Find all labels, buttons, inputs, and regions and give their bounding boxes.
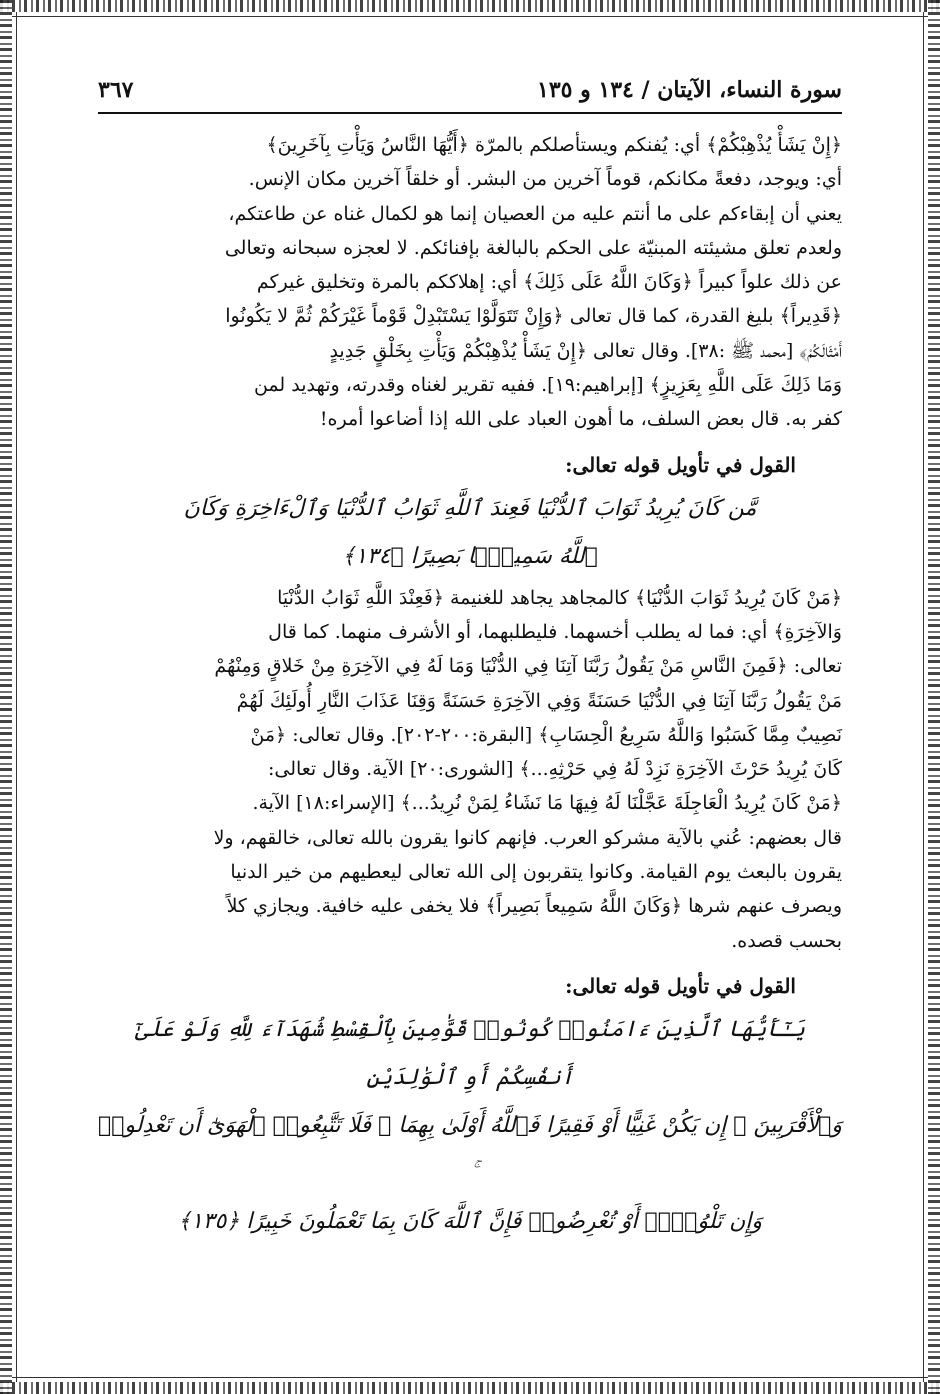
page-number: ٣٦٧ — [98, 77, 134, 103]
text-line: كَانَ يُرِيدُ حَرْثَ الآخِرَةِ نَزِدْ لَهُ فِي حَرْثِهِ...﴾ [الشورى:٢٠] الآية. وقال تعالى: — [267, 758, 842, 781]
text-line: أي: ويوجد، دفعةً مكانكم، قوماً آخرين من البشر. أو خلقاً آخرين مكان الإنس. — [248, 168, 842, 191]
text-line: ﴿إِنْ يَشَأْ يُذْهِبْكُمْ﴾ أي: يُفنكم ويستأصلكم بالمرّة ﴿أَيُّهَا النَّاسُ وَيَأْتِ بِآخَرِينَ﴾ — [266, 134, 842, 156]
inner-rule-right — [923, 12, 924, 1382]
text-line: يعني أن إبقاءكم على ما أنتم عليه من العصيان إنما هو لكمال غناه عن طاعتكم، — [228, 202, 842, 225]
header-rule — [98, 112, 842, 114]
running-title: سورة النساء، الآيتان / ١٣٤ و ١٣٥ — [537, 77, 842, 103]
quran-verse-135 — [98, 1006, 842, 1246]
text-line: ولعدم تعلق مشيئته المبنيّة على الحكم بالبالغة بإفنائكم. لا لعجزه سبحانه وتعالى — [224, 236, 842, 259]
inner-rule-left — [16, 12, 17, 1382]
verse-134-commentary — [98, 581, 842, 958]
text-line: أَمْثَالَكُمْ﴾ [محمد ﷺ :٣٨]. وقال تعالى ﴿إِنْ يَشَأْ يُذْهِبْكُمْ وَيَأْتِ بِخَلْقٍ جَدِيدٍ — [329, 339, 842, 362]
text-line: بحسب قصده. — [731, 929, 842, 952]
opening-commentary — [98, 128, 842, 437]
section-heading: القول في تأويل قوله تعالى: — [565, 973, 796, 998]
text-line: عن ذلك علواً كبيراً ﴿وَكَانَ اللَّهُ عَلَى ذَلِكَ﴾ أي: إهلاككم بالمرة وتخليق غيركم — [256, 271, 842, 294]
text-line: ﴿قَدِيراً﴾ بليغ القدرة، كما قال تعالى ﴿وَإِنْ تَتَوَلَّوْا يَسْتَبْدِلْ قَوْماً غَيْرَكُمْ ثُمَّ لا يَكُونُوا — [225, 305, 842, 328]
text-line: تعالى: ﴿فَمِنَ النَّاسِ مَنْ يَقُولُ رَبَّنَا آتِنَا فِي الدُّنْيَا وَمَا لَهُ فِي الآخِرَةِ مِنْ خَلاقٍ وَمِنْهُمْ — [214, 655, 842, 678]
ornamental-border-top — [0, 0, 940, 12]
text-line: نَصِيبٌ مِمَّا كَسَبُوا وَاللَّهُ سَرِيعُ الْحِسَابِ﴾ [البقرة:٢٠٠-٢٠٢]. وقال تعالى: ﴿مَنْ — [250, 723, 842, 746]
ornamental-border-left — [0, 0, 12, 1394]
page-header — [98, 70, 842, 110]
text-line: يقرون بالبعث يوم القيامة. وكانوا يتقربون إلى الله تعالى ليعطيهم من خير الدنيا — [230, 861, 842, 884]
verse-line: وَٱلْأَقْرَبِينَ ۚ إِن يَكُنْ غَنِيًّا أَوْ فَقِيرًا فَٱللَّهُ أَوْلَىٰ بِهِمَا ۖ فَلَا تَتَّبِعُوا۟ ٱلْهَوَىٰٓ أَن تَعْدِلُوا۟ — [98, 1112, 842, 1138]
text-line: ﴿مَنْ كَانَ يُرِيدُ الْعَاجِلَةَ عَجَّلْنَا لَهُ فِيهَا مَا نَشَاءُ لِمَنْ نُرِيدُ...﴾ [الإسراء:١٨] الآية. — [252, 792, 842, 815]
text-line: ويصرف عنهم شرها ﴿وَكَانَ اللَّهُ سَمِيعاً بَصِيراً﴾ فلا يخفى عليه خافية. ويجازي كلاً — [226, 895, 842, 918]
section-heading: القول في تأويل قوله تعالى: — [565, 452, 796, 477]
verse-line: يَـٰٓأَيُّهَا ٱلَّذِينَ ءَامَنُوا۟ كُونُوا۟ قَوَّٰمِينَ بِٱلْقِسْطِ شُهَدَآءَ لِلَّهِ وَلَوْ عَلَىٰٓ أَنفُسِكُمْ أَوِ ٱلْوَٰلِدَيْنِ — [134, 1016, 806, 1090]
ornamental-border-bottom — [0, 1382, 940, 1394]
verse-line: ٱللَّهُ سَمِيعًۢا بَصِيرًا ﴿١٣٤﴾ — [342, 543, 598, 569]
inner-rule-bottom — [12, 1377, 928, 1378]
quran-verse-134 — [98, 485, 842, 581]
verse-line: وَإِن تَلْوُۥٓا۟ أَوْ تُعْرِضُوا۟ فَإِنَّ ٱللَّهَ كَانَ بِمَا تَعْمَلُونَ خَبِيرًا ﴿١٣٥﴾ — [177, 1208, 762, 1234]
text-line: ﴿مَنْ كَانَ يُرِيدُ ثَوَابَ الدُّنْيَا﴾ كالمجاهد يجاهد للغنيمة ﴿فَعِنْدَ اللَّهِ ثَوَابُ الدُّنْيَا — [277, 586, 842, 609]
inner-rule-top — [12, 16, 928, 17]
text-line: وَمَا ذَلِكَ عَلَى اللَّهِ بِعَزِيزٍ﴾ [إبراهيم:١٩]. ففيه تقرير لغناه وقدرته، وتهديد لمن — [253, 374, 842, 397]
text-line: قال بعضهم: عُني بالآية مشركو العرب. فإنهم كانوا يقرون بالله تعالى، خالقهم، ولا — [213, 826, 842, 849]
text-line: كفر به. قال بعض السلف، ما أهون العباد على الله إذا أضاعوا أمره! — [319, 408, 842, 431]
page-body — [98, 128, 842, 1246]
text-line: مَنْ يَقُولُ رَبَّنَا آتِنَا فِي الدُّنْيَا حَسَنَةً وَفِي الآخِرَةِ حَسَنَةً وَقِنَا عَذَابَ النَّارِ أُولَئِكَ لَهُمْ — [236, 689, 842, 712]
ornamental-border-right — [928, 0, 940, 1394]
text-line: وَالآخِرَةِ﴾ أي: فما له يطلب أخسهما. فليطلبهما، أو الأشرف منهما. كما قال — [268, 620, 842, 643]
verse-line: مَّن كَانَ يُرِيدُ ثَوَابَ ٱلدُّنْيَا فَعِندَ ٱللَّهِ ثَوَابُ ٱلدُّنْيَا وَٱلْءَاخِرَةِ وَكَانَ — [183, 495, 757, 521]
